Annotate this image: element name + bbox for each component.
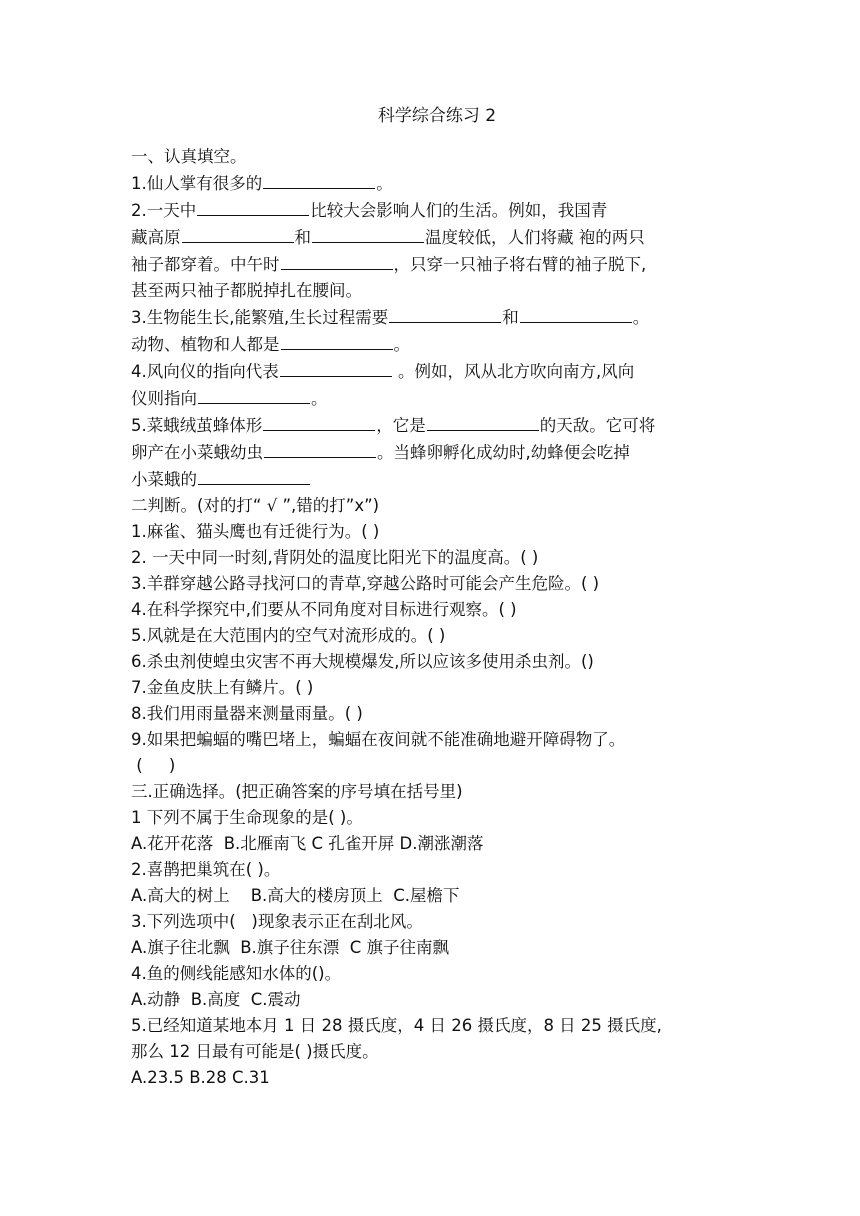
list-item: A.23.5 B.28 C.31 — [131, 1068, 270, 1087]
answer-blank[interactable] — [263, 170, 375, 189]
answer-blank[interactable] — [520, 304, 632, 323]
question-line: 卵产在小菜蛾幼虫 。当蜂卵孵化成幼时,幼蜂便会吃掉 — [131, 439, 743, 466]
list-item: A.花开花落 B.北雁南飞 C 孔雀开屏 D.潮涨潮落 — [131, 834, 484, 853]
question-line: 小菜蛾的 — [131, 466, 743, 493]
question-line: 仪则指向 。 — [131, 385, 743, 412]
list-item: 1.麻雀、猫头鹰也有迁徙行为。( ) — [131, 522, 380, 541]
list-item: 5.已经知道某地本月 1 日 28 摄氏度，4 日 26 摄氏度，8 日 25 摄氏度, — [131, 1016, 662, 1035]
question-line: 4.风向仪的指向代表 。例如，风从北方吹向南方,风向 — [131, 358, 743, 385]
answer-blank[interactable] — [280, 358, 392, 377]
question-line: 袖子都穿着。中午时 ，只穿一只袖子将右臂的袖子脱下, — [131, 251, 743, 278]
answer-blank[interactable] — [198, 466, 310, 485]
list-item: 1 下列不属于生命现象的是( )。 — [131, 808, 363, 827]
list-item: 4.在科学探究中,们要从不同角度对目标进行观察。( ) — [131, 600, 517, 619]
question-line: 甚至两只袖子都脱掉扎在腰间。 — [131, 281, 362, 300]
list-item: 3.羊群穿越公路寻找河口的青草,穿越公路时可能会产生危险。( ) — [131, 574, 600, 593]
worksheet-page — [131, 98, 743, 1091]
question-line: 3.生物能生长,能繁殖,生长过程需要 和 。 — [131, 304, 743, 331]
list-item: 2.喜鹊把巢筑在( )。 — [131, 860, 281, 879]
section-multiple-choice — [131, 779, 743, 1091]
section-fill-blanks — [131, 144, 743, 493]
answer-blank[interactable] — [264, 439, 376, 458]
answer-blank[interactable] — [312, 224, 424, 243]
answer-blank[interactable] — [389, 304, 501, 323]
list-item: 2. 一天中同一时刻,背阴处的温度比阳光下的温度高。( ) — [131, 548, 539, 567]
question-line: 2.一天中 比较大会影响人们的生活。例如，我国青 — [131, 197, 743, 224]
question-line: 动物、植物和人都是 。 — [131, 331, 743, 358]
page-title: 科学综合练习 2 — [377, 106, 497, 126]
section-heading: 二判断。(对的打“ √ ”,错的打”x”) — [131, 496, 380, 515]
list-item: A.动静 B.高度 C.震动 — [131, 990, 301, 1009]
list-item: 5.风就是在大范围内的空气对流形成的。( ) — [131, 626, 446, 645]
list-item: 8.我们用雨量器来测量雨量。( ) — [131, 704, 363, 723]
answer-blank[interactable] — [281, 331, 393, 350]
list-item: 4.鱼的侧线能感知水体的()。 — [131, 964, 342, 983]
list-item: 9.如果把蝙蝠的嘴巴堵上，蝙蝠在夜间就不能准确地避开障碍物了。 — [131, 730, 626, 749]
section-heading: 一、认真填空。 — [131, 147, 247, 166]
section-heading: 三.正确选择。(把正确答案的序号填在括号里) — [131, 782, 463, 801]
list-item: 那么 12 日最有可能是( )摄氏度。 — [131, 1042, 379, 1061]
list-item: A.高大的树上 B.高大的楼房顶上 C.屋檐下 — [131, 886, 460, 905]
list-item: 6.杀虫剂使蝗虫灾害不再大规模爆发,所以应该多使用杀虫剂。() — [131, 652, 594, 671]
answer-blank[interactable] — [263, 412, 375, 431]
answer-blank[interactable] — [197, 197, 309, 216]
section-true-false — [131, 493, 743, 779]
list-item: ( ) — [131, 756, 176, 775]
question-line: 藏高原 和 温度较低，人们将藏 袍的两只 — [131, 224, 743, 251]
question-line: 5.菜蛾绒茧蜂体形 ，它是 的天敌。它可将 — [131, 412, 743, 439]
answer-blank[interactable] — [182, 224, 294, 243]
question-line: 1.仙人掌有很多的 。 — [131, 170, 743, 197]
answer-blank[interactable] — [198, 385, 310, 404]
list-item: 7.金鱼皮肤上有鳞片。( ) — [131, 678, 314, 697]
answer-blank[interactable] — [427, 412, 539, 431]
answer-blank[interactable] — [281, 251, 393, 270]
list-item: A.旗子往北飘 B.旗子往东漂 C 旗子往南飘 — [131, 938, 450, 957]
list-item: 3.下列选项中( )现象表示正在刮北风。 — [131, 912, 423, 931]
